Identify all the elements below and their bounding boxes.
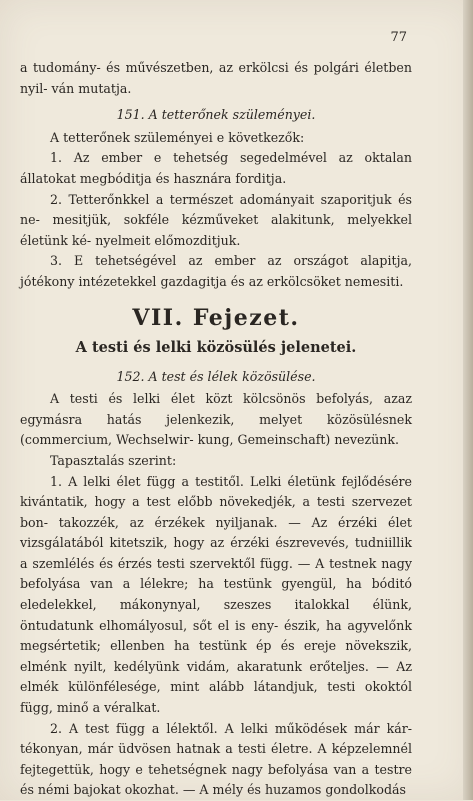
section-151-item-2: 2. Tetterőnkkel a természet adományait szaporitjuk és ne- mesitjük, sokféle kézműveket alakitunk, melyekkel életünk ké- nyelmeit előmozditjuk. <box>20 191 412 248</box>
section-151-item-1: 1. Az ember e tehetség segedelmével az oktalan állatokat megbóditja és hasznára forditja. <box>20 150 412 186</box>
section-152-para-1: A testi és lelki élet közt kölcsönös befolyás, azaz egymásra hatás jelenkezik, melyet közösülésnek (commercium, Wechselwir- kung, Gemeinschaft) nevezünk. <box>20 391 412 448</box>
section-152-para-4: 2. A test függ a lélektől. A lelki működések már kár- tékonyan, már üdvösen hatnak a testi életre. A képzelemnél fejtegettük, hogy e tehetségnek nagy befolyása van a testre és némi bajokat okozhat. — A mély és huzamos gondolkodás <box>20 720 412 798</box>
section-152-para-2: Tapasztalás szerint: <box>50 452 177 468</box>
section-152-para-3: 1. A lelki élet függ a testitől. Lelki életünk fejlődésére kivántatik, hogy a test előbb növekedjék, a testi szervezet bon- takozzék, az érzékek nyiljanak. — Az érzéki élet vizsgálatából kitetszik, hogy az érzéki észrevevés, tudniillik a szemlélés és érzés testi szervektől függ. — A testnek nagy befolyása van a lélekre; ha testünk gyengül, ha bóditó eledelekkel, mákonynyal, szeszes italokkal élünk, öntudatunk elhomályosul, sőt el is eny- észik, ha agyvelőnk megsértetik; ellenben ha testünk ép és ereje növekszik, elménk nyilt, kedélyünk vidám, akaratunk erőteljes. — Az elmék különfélesége, mint alább látandjuk, testi okoktól függ, minő a véralkat. <box>20 473 412 716</box>
section-152-title: 152. A test és lélek közösülése. <box>116 368 316 384</box>
page-number: 77 <box>390 30 407 45</box>
section-151-title: 151. A tetterőnek szüleményei. <box>116 107 316 123</box>
page-edge <box>463 0 473 800</box>
chapter-subtitle: A testi és lelki közösülés jelenetei. <box>75 338 357 356</box>
chapter-title: VII. Fejezet. <box>132 304 300 331</box>
section-151-item-3: 3. E tehetségével az ember az országot alapitja, jótékony intézetekkel gazdagitja és az erkölcsöket nemesiti. <box>20 253 412 289</box>
paragraph-continuation: a tudomány- és művészetben, az erkölcsi és polgári életben nyil- ván mutatja. <box>20 60 412 96</box>
page-content <box>20 58 412 801</box>
section-151-intro: A tetterőnek szüleményei e következők: <box>50 129 305 145</box>
